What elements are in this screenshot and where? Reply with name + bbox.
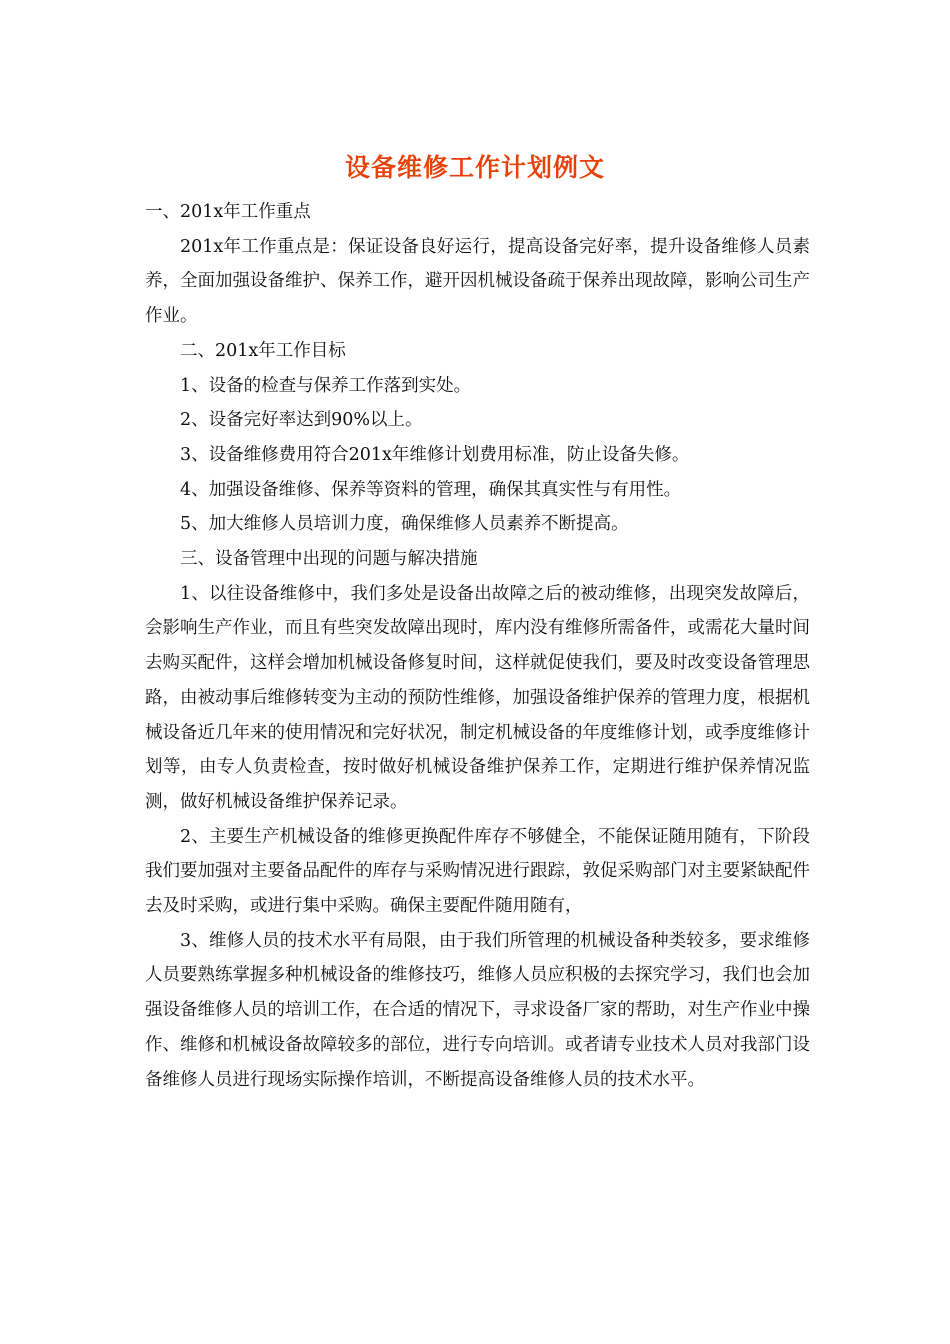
section-heading-2: 二、201x年工作目标	[180, 340, 346, 361]
problem-item-1: 1、以往设备维修中，我们多处是设备出故障之后的被动维修，出现突发故障后，会影响生产作业，而且有些突发故障出现时，库内没有维修所需备件，或需花大量时间去购买配件，这样会增加机械设备修复时间，这样就促使我们，要及时改变设备管理思路，由被动事后维修转变为主动的预防性维修，加强设备维护保养的管理力度，根据机械设备近几年来的使用情况和完好状况，制定机械设备的年度维修计划，或季度维修计划等，由专人负责检查，按时做好机械设备维护保养工作，定期进行维护保养情况监测，做好机械设备维护保养记录。	[145, 583, 810, 812]
goal-item-3: 3、设备维修费用符合201x年维修计划费用标准，防止设备失修。	[180, 444, 690, 465]
section-heading-3: 三、设备管理中出现的问题与解决措施	[180, 549, 478, 570]
document-body	[145, 195, 810, 1097]
section-heading-1: 一、201x年工作重点	[145, 202, 311, 222]
goal-item-2: 2、设备完好率达到90%以上。	[180, 410, 423, 431]
document-title: 设备维修工作计划例文	[344, 153, 605, 182]
goal-item-4: 4、加强设备维修、保养等资料的管理，确保其真实性与有用性。	[180, 479, 682, 500]
paragraph-work-focus: 201x年工作重点是：保证设备良好运行，提高设备完好率，提升设备维修人员素养，全面加强设备维护、保养工作，避开因机械设备疏于保养出现故障，影响公司生产作业。	[145, 236, 810, 327]
problem-item-3: 3、维修人员的技术水平有局限，由于我们所管理的机械设备种类较多，要求维修人员要熟练掌握多种机械设备的维修技巧，维修人员应积极的去探究学习，我们也会加强设备维修人员的培训工作，在合适的情况下，寻求设备厂家的帮助，对生产作业中操作、维修和机械设备故障较多的部位，进行专向培训。或者请专业技术人员对我部门设备维修人员进行现场实际操作培训，不断提高设备维修人员的技术水平。	[145, 930, 810, 1090]
goal-item-1: 1、设备的检查与保养工作落到实处。	[180, 375, 472, 396]
goal-item-5: 5、加大维修人员培训力度，确保维修人员素养不断提高。	[180, 514, 629, 535]
problem-item-2: 2、主要生产机械设备的维修更换配件库存不够健全，不能保证随用随有，下阶段我们要加强对主要备品配件的库存与采购情况进行跟踪，敦促采购部门对主要紧缺配件去及时采购，或进行集中采购。确保主要配件随用随有，	[145, 826, 810, 917]
